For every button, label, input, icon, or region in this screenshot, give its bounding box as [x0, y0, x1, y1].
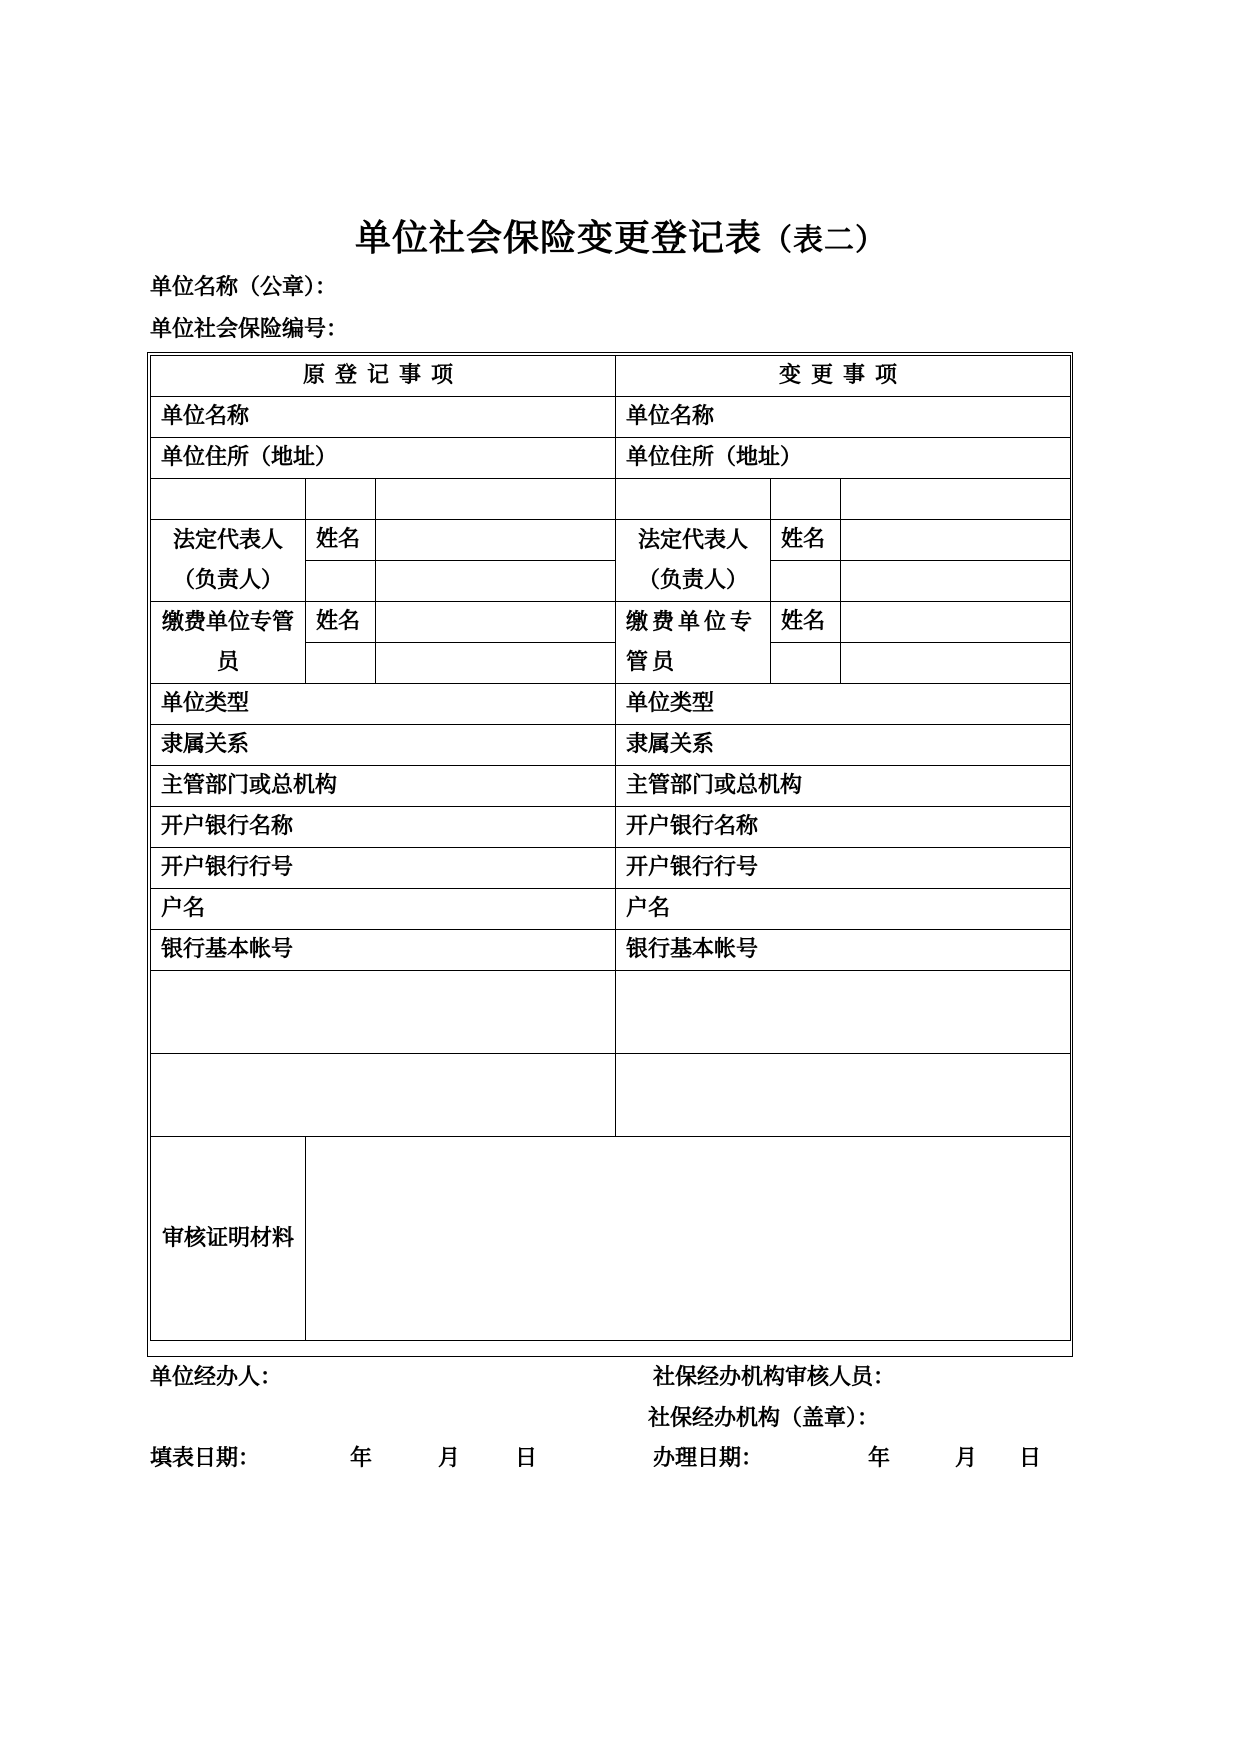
orig-legal-rep-extra-value[interactable] — [376, 561, 616, 602]
new-fee-manager-name-value[interactable] — [841, 602, 1071, 643]
new-supervisor: 主管部门或总机构 — [616, 766, 1071, 807]
orig-legal-rep-label: 法定代表人（负责人） — [151, 520, 306, 602]
orig-affiliation: 隶属关系 — [151, 725, 616, 766]
audit-materials-label: 审核证明材料 — [151, 1137, 306, 1341]
si-number-label: 单位社会保险编号： — [150, 317, 349, 342]
new-legal-rep-name-label: 姓名 — [771, 520, 841, 561]
new-blank-row-1[interactable] — [616, 971, 1071, 1054]
title-suffix: （表二） — [762, 223, 886, 258]
new-fee-manager-extra-value[interactable] — [841, 643, 1071, 684]
unit-name-label: 单位名称（公章）： — [150, 275, 338, 300]
new-fee-manager-label: 缴费单位专管员 — [616, 602, 771, 684]
process-date-month: 月 — [955, 1446, 978, 1471]
orig-blank-row-1[interactable] — [151, 971, 616, 1054]
new-bank-name: 开户银行名称 — [616, 807, 1071, 848]
audit-materials-value[interactable] — [306, 1137, 1071, 1341]
new-legal-rep-extra-label[interactable] — [771, 561, 841, 602]
process-date-day: 日 — [1019, 1446, 1042, 1471]
orig-bank-account: 银行基本帐号 — [151, 930, 616, 971]
si-reviewer-label: 社保经办机构审核人员： — [653, 1365, 896, 1390]
orig-blank-row-2[interactable] — [151, 1054, 616, 1137]
orig-account-name: 户名 — [151, 889, 616, 930]
orig-legal-rep-name-value[interactable] — [376, 520, 616, 561]
unit-handler-label: 单位经办人： — [150, 1365, 283, 1390]
title-main: 单位社会保险变更登记表 — [354, 218, 762, 259]
orig-address-cell-2[interactable] — [306, 479, 376, 520]
page-title — [0, 210, 1241, 261]
orig-fee-manager-extra-value[interactable] — [376, 643, 616, 684]
header-original-items: 原登记事项 — [151, 356, 616, 397]
new-address-cell-3[interactable] — [841, 479, 1071, 520]
orig-address-cell-1[interactable] — [151, 479, 306, 520]
orig-address-cell-3[interactable] — [376, 479, 616, 520]
new-bank-account: 银行基本帐号 — [616, 930, 1071, 971]
fill-date-year: 年 — [350, 1446, 373, 1471]
new-unit-name: 单位名称 — [616, 397, 1071, 438]
new-unit-address: 单位住所（地址） — [616, 438, 1071, 479]
new-fee-manager-extra-label[interactable] — [771, 643, 841, 684]
orig-bank-name: 开户银行名称 — [151, 807, 616, 848]
new-affiliation: 隶属关系 — [616, 725, 1071, 766]
orig-unit-type: 单位类型 — [151, 684, 616, 725]
orig-fee-manager-extra-label[interactable] — [306, 643, 376, 684]
orig-fee-manager-name-label: 姓名 — [306, 602, 376, 643]
fill-date-label: 填表日期： — [150, 1446, 261, 1471]
orig-supervisor: 主管部门或总机构 — [151, 766, 616, 807]
orig-fee-manager-name-value[interactable] — [376, 602, 616, 643]
process-date-year: 年 — [868, 1446, 891, 1471]
change-registration-table — [150, 355, 1071, 1341]
new-legal-rep-label: 法定代表人（负责人） — [616, 520, 771, 602]
new-fee-manager-name-label: 姓名 — [771, 602, 841, 643]
orig-bank-code: 开户银行行号 — [151, 848, 616, 889]
orig-legal-rep-name-label: 姓名 — [306, 520, 376, 561]
orig-legal-rep-extra-label[interactable] — [306, 561, 376, 602]
orig-unit-address: 单位住所（地址） — [151, 438, 616, 479]
new-account-name: 户名 — [616, 889, 1071, 930]
header-change-items: 变更事项 — [616, 356, 1071, 397]
new-blank-row-2[interactable] — [616, 1054, 1071, 1137]
new-legal-rep-name-value[interactable] — [841, 520, 1071, 561]
fill-date-day: 日 — [515, 1446, 538, 1471]
new-address-cell-2[interactable] — [771, 479, 841, 520]
fill-date-month: 月 — [438, 1446, 461, 1471]
new-legal-rep-extra-value[interactable] — [841, 561, 1071, 602]
orig-unit-name: 单位名称 — [151, 397, 616, 438]
new-address-cell-1[interactable] — [616, 479, 771, 520]
new-bank-code: 开户银行行号 — [616, 848, 1071, 889]
new-unit-type: 单位类型 — [616, 684, 1071, 725]
si-seal-label: 社保经办机构（盖章）： — [648, 1406, 880, 1431]
orig-fee-manager-label: 缴费单位专管员 — [151, 602, 306, 684]
process-date-label: 办理日期： — [653, 1446, 764, 1471]
